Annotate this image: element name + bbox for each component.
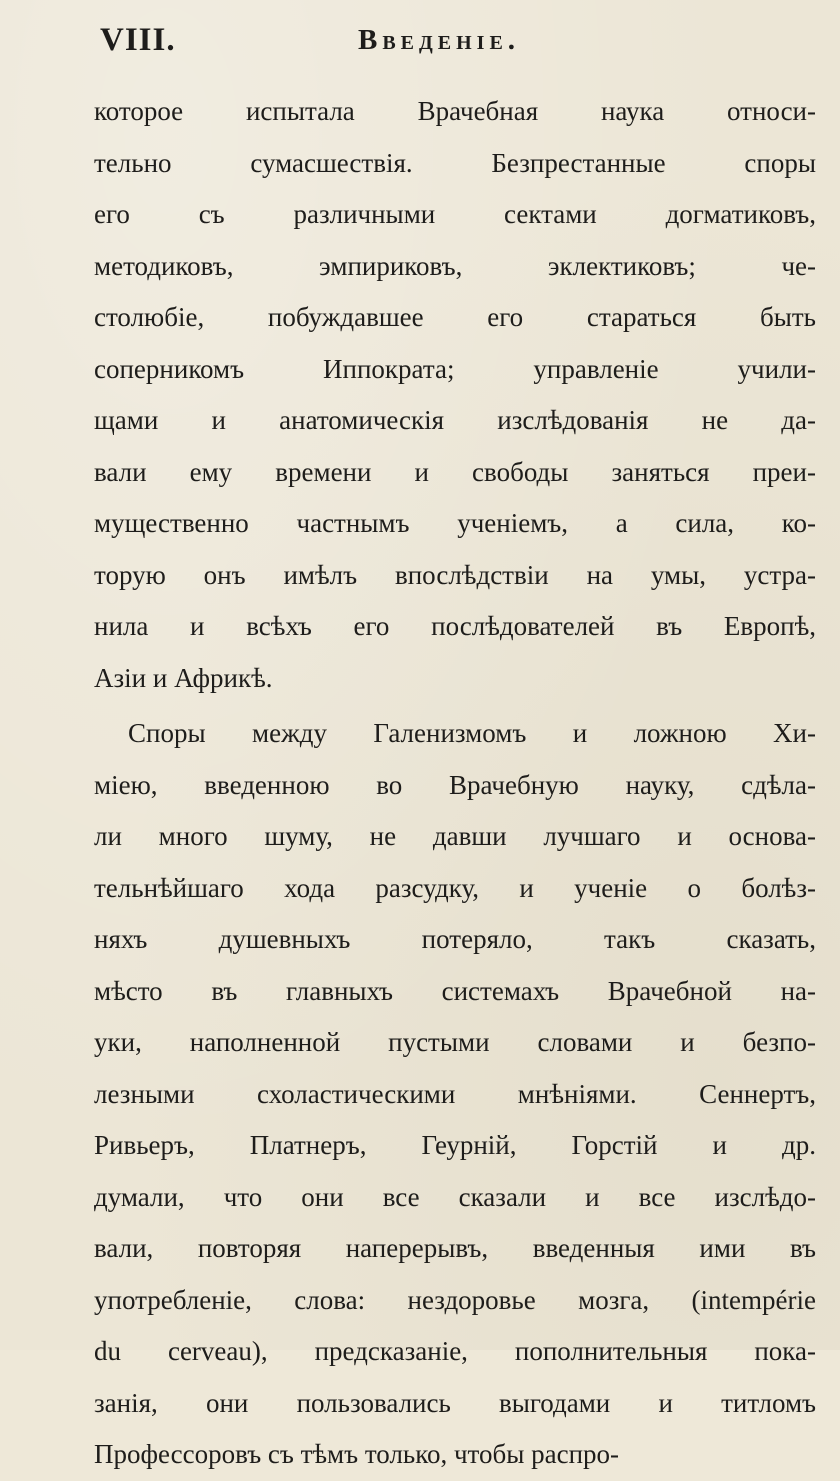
page-header: [100, 22, 800, 68]
paragraph-2: [94, 708, 816, 1481]
text-line: вали, повторяя наперерывъ, введенныя ими въ: [94, 1233, 816, 1263]
text-line: лезными схоластическими мнѣніями. Сеннертъ,: [94, 1078, 816, 1109]
text-line: Ривьеръ, Платнеръ, Геурній, Горстій и др.: [94, 1130, 816, 1160]
paragraph-1: [94, 86, 816, 704]
text-line: употребленіе, слова: нездоровье мозга, (intempérie: [94, 1284, 816, 1315]
text-line: du cerveau), предсказаніе, пополнительныя пока-: [94, 1336, 816, 1366]
text-line: тельнѣйшаго хода разсудку, и ученіе о болѣз-: [94, 872, 816, 903]
page-number: VIII.: [100, 22, 176, 58]
text-line: соперникомъ Иппократа; управленіе учили-: [94, 353, 816, 384]
text-line: торую онъ имѣлъ впослѣдствіи на умы, устра-: [94, 559, 816, 590]
running-head: Введеніе.: [358, 24, 521, 56]
text-line: Профессоровъ съ тѣмъ только, чтобы распро-: [94, 1439, 620, 1469]
text-line: которое испытала Врачебная наука относи-: [94, 96, 816, 126]
text-line: Азіи и Африкѣ.: [94, 662, 273, 693]
text-line: мѣсто въ главныхъ системахъ Врачебной на-: [94, 975, 816, 1006]
text-line: міею, введенною во Врачебную науку, сдѣла-: [94, 769, 816, 800]
text-line: нила и всѣхъ его послѣдователей въ Европѣ,: [94, 611, 816, 641]
text-line: мущественно частнымъ ученіемъ, а сила, ко-: [94, 508, 816, 538]
text-line: тельно сумасшествія. Безпрестанные споры: [94, 147, 816, 178]
text-line: его съ различными сектами догматиковъ,: [94, 199, 816, 229]
text-line: щами и анатомическія изслѣдованія не да-: [94, 405, 816, 435]
text-line: вали ему времени и свободы заняться преи-: [94, 456, 816, 487]
text-line: уки, наполненной пустыми словами и безпо-: [94, 1027, 816, 1057]
text-line: ли много шуму, не давши лучшаго и основа-: [94, 821, 816, 851]
text-line: няхъ душевныхъ потеряло, такъ сказать,: [94, 924, 816, 954]
text-line: занія, они пользовались выгодами и титломъ: [94, 1387, 816, 1418]
text-line: столюбіе, побуждавшее его стараться быть: [94, 302, 816, 332]
text-line: методиковъ, эмпириковъ, эклектиковъ; че-: [94, 250, 816, 281]
text-line: Споры между Галенизмомъ и ложною Хи-: [128, 718, 816, 748]
text-line: думали, что они все сказали и все изслѣдо-: [94, 1181, 816, 1212]
body-text: [94, 86, 816, 1481]
